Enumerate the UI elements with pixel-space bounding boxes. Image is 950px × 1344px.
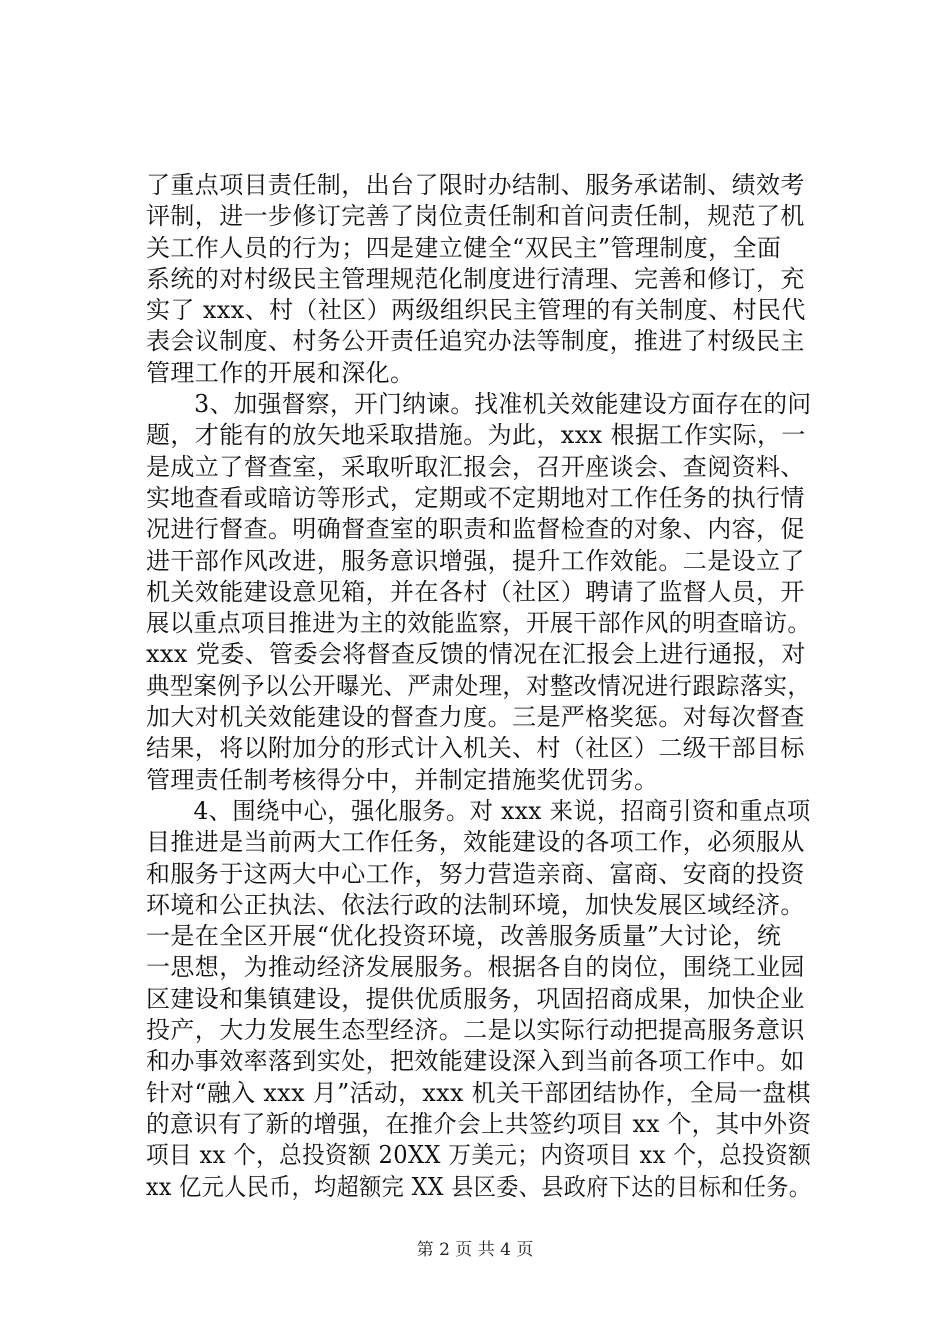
text-line: 3、加强督察，开门纳谏。找准机关效能建设方面存在的问 <box>146 390 812 419</box>
text-line: 评制，进一步修订完善了岗位责任制和首问责任制，规范了机 <box>146 202 805 231</box>
body-text <box>146 170 811 1203</box>
text-line: 题，才能有的放矢地采取措施。为此，xxx 根据工作实际，一 <box>146 421 806 450</box>
text-line: 和办事效率落到实处，把效能建设深入到当前各项工作中。如 <box>146 1047 805 1076</box>
text-line: 实地查看或暗访等形式，定期或不定期地对工作任务的执行情 <box>146 483 805 512</box>
text-line: 机关效能建设意见箱，并在各村（社区）聘请了监督人员，开 <box>146 577 805 606</box>
text-line: 了重点项目责任制，出台了限时办结制、服务承诺制、绩效考 <box>146 171 805 199</box>
text-line: 管理责任制考核得分中，并制定措施奖优罚劣。 <box>146 765 659 794</box>
text-line: 展以重点项目推进为主的效能监察，开展干部作风的明查暗访。 <box>146 609 812 638</box>
text-line: 项目 xx 个，总投资额 20XX 万美元；内资项目 xx 个，总投资额 <box>146 1141 812 1170</box>
text-line: 系统的对村级民主管理规范化制度进行清理、完善和修订，充 <box>146 264 805 293</box>
text-line: 和服务于这两大中心工作，努力营造亲商、富商、安商的投资 <box>146 859 805 888</box>
text-line: 表会议制度、村务公开责任追究办法等制度，推进了村级民主 <box>146 327 805 356</box>
text-line: 结果，将以附加分的形式计入机关、村（社区）二级干部目标 <box>146 734 805 763</box>
text-line: 环境和公正执法、依法行政的法制环境，加快发展区域经济。 <box>146 890 805 919</box>
text-line: 一是在全区开展“优化投资环境，改善服务质量”大讨论，统 <box>146 922 782 951</box>
text-line: 一思想，为推动经济发展服务。根据各自的岗位，围绕工业园 <box>146 953 805 982</box>
text-line: 关工作人员的行为；四是建立健全“双民主”管理制度，全面 <box>146 233 782 262</box>
text-line: xx 亿元人民币，均超额完 XX 县区委、县政府下达的目标和任务。 <box>146 1172 812 1201</box>
text-line: 进干部作风改进，服务意识增强，提升工作效能。二是设立了 <box>146 546 805 575</box>
text-line: 针对“融入 xxx 月”活动，xxx 机关干部团结协作，全局一盘棋 <box>146 1078 811 1107</box>
text-line: 管理工作的开展和深化。 <box>146 358 415 387</box>
text-line: 区建设和集镇建设，提供优质服务，巩固招商成果，加快企业 <box>146 984 805 1013</box>
text-line: 的意识有了新的增强，在推介会上共签约项目 xx 个，其中外资 <box>146 1109 812 1138</box>
text-line: 4、围绕中心，强化服务。对 xxx 来说，招商引资和重点项 <box>146 796 811 825</box>
text-line: 加大对机关效能建设的督查力度。三是严格奖惩。对每次督查 <box>146 703 805 732</box>
text-line: 是成立了督查室，采取听取汇报会，召开座谈会、查阅资料、 <box>146 452 805 481</box>
text-line: 目推进是当前两大工作任务，效能建设的各项工作，必须服从 <box>146 828 805 857</box>
text-line: 况进行督查。明确督查室的职责和监督检查的对象、内容，促 <box>146 515 805 544</box>
text-line: 典型案例予以公开曝光、严肃处理，对整改情况进行跟踪落实， <box>146 671 812 700</box>
text-line: xxx 党委、管委会将督查反馈的情况在汇报会上进行通报，对 <box>146 640 806 669</box>
text-line: 实了 xxx、村（社区）两级组织民主管理的有关制度、村民代 <box>146 296 806 325</box>
page-footer: 第 2 页 共 4 页 <box>416 1240 534 1260</box>
text-line: 投产，大力发展生态型经济。二是以实际行动把提高服务意识 <box>146 1016 805 1045</box>
